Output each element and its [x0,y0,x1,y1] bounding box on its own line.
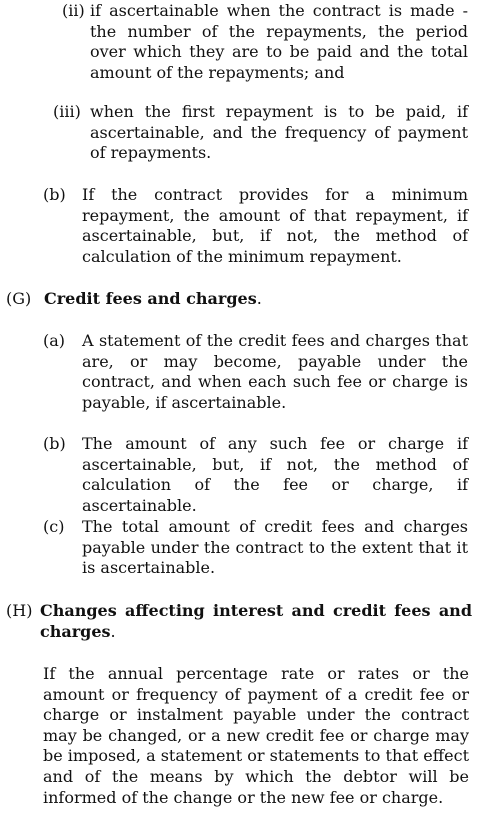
section-title [44,289,464,310]
clause-label: (ii) [62,1,85,20]
section-title-punct: . [110,621,116,641]
section-label: (G) [6,289,32,308]
clause-label: (b) [43,434,66,453]
section-title-text: Changes affecting interest and credit fees and charges [40,601,472,641]
section-label: (H) [6,601,33,620]
clause-text: If the contract provides for a minimum repayment, the amount of that repayment, if ascertainable, but, if not, the method of calculation of the minimum repayment. [82,185,468,266]
section-title [40,601,472,642]
clause-g-a [0,331,478,415]
clause-text: A statement of the credit fees and charges that are, or may become, payable under the contract, and when each such fee or charge is payable, if ascertainable. [82,331,468,412]
section-title-text: Credit fees and charges [44,289,257,308]
clause-a-iii [0,102,478,166]
section-title-punct: . [256,289,262,308]
clause-text: if ascertainable when the contract is made - the number of the repayments, the period over which they are to be paid and the total amount of the repayments; and [90,1,468,82]
clause-g-c [0,517,478,581]
clause-text: The amount of any such fee or charge if ascertainable, but, if not, the method of calculation of the fee or charge, if ascertainable. [82,434,468,515]
clause-f-b [0,185,478,269]
clause-label: (a) [43,331,66,350]
section-h-heading [0,601,478,645]
paragraph-text: If the annual percentage rate or rates or the amount or frequency of payment of a credit fee or charge or instalment payable under the contract may be changed, or a new credit fee or charge may be imposed, a statement or statements to that effect and of the means by which the debtor will be informed of the change or the new fee or charge. [43,664,469,807]
section-h-paragraph [0,664,478,812]
clause-label: (iii) [53,102,81,121]
clause-label: (b) [43,185,66,204]
clause-label: (c) [43,517,65,536]
clause-text: The total amount of credit fees and charges payable under the contract to the extent that it is ascertainable. [82,517,468,578]
clause-g-b [0,434,478,515]
section-g-heading [0,289,478,311]
clause-text: when the first repayment is to be paid, if ascertainable, and the frequency of payment of repayments. [90,102,468,163]
clause-a-ii [0,0,478,84]
